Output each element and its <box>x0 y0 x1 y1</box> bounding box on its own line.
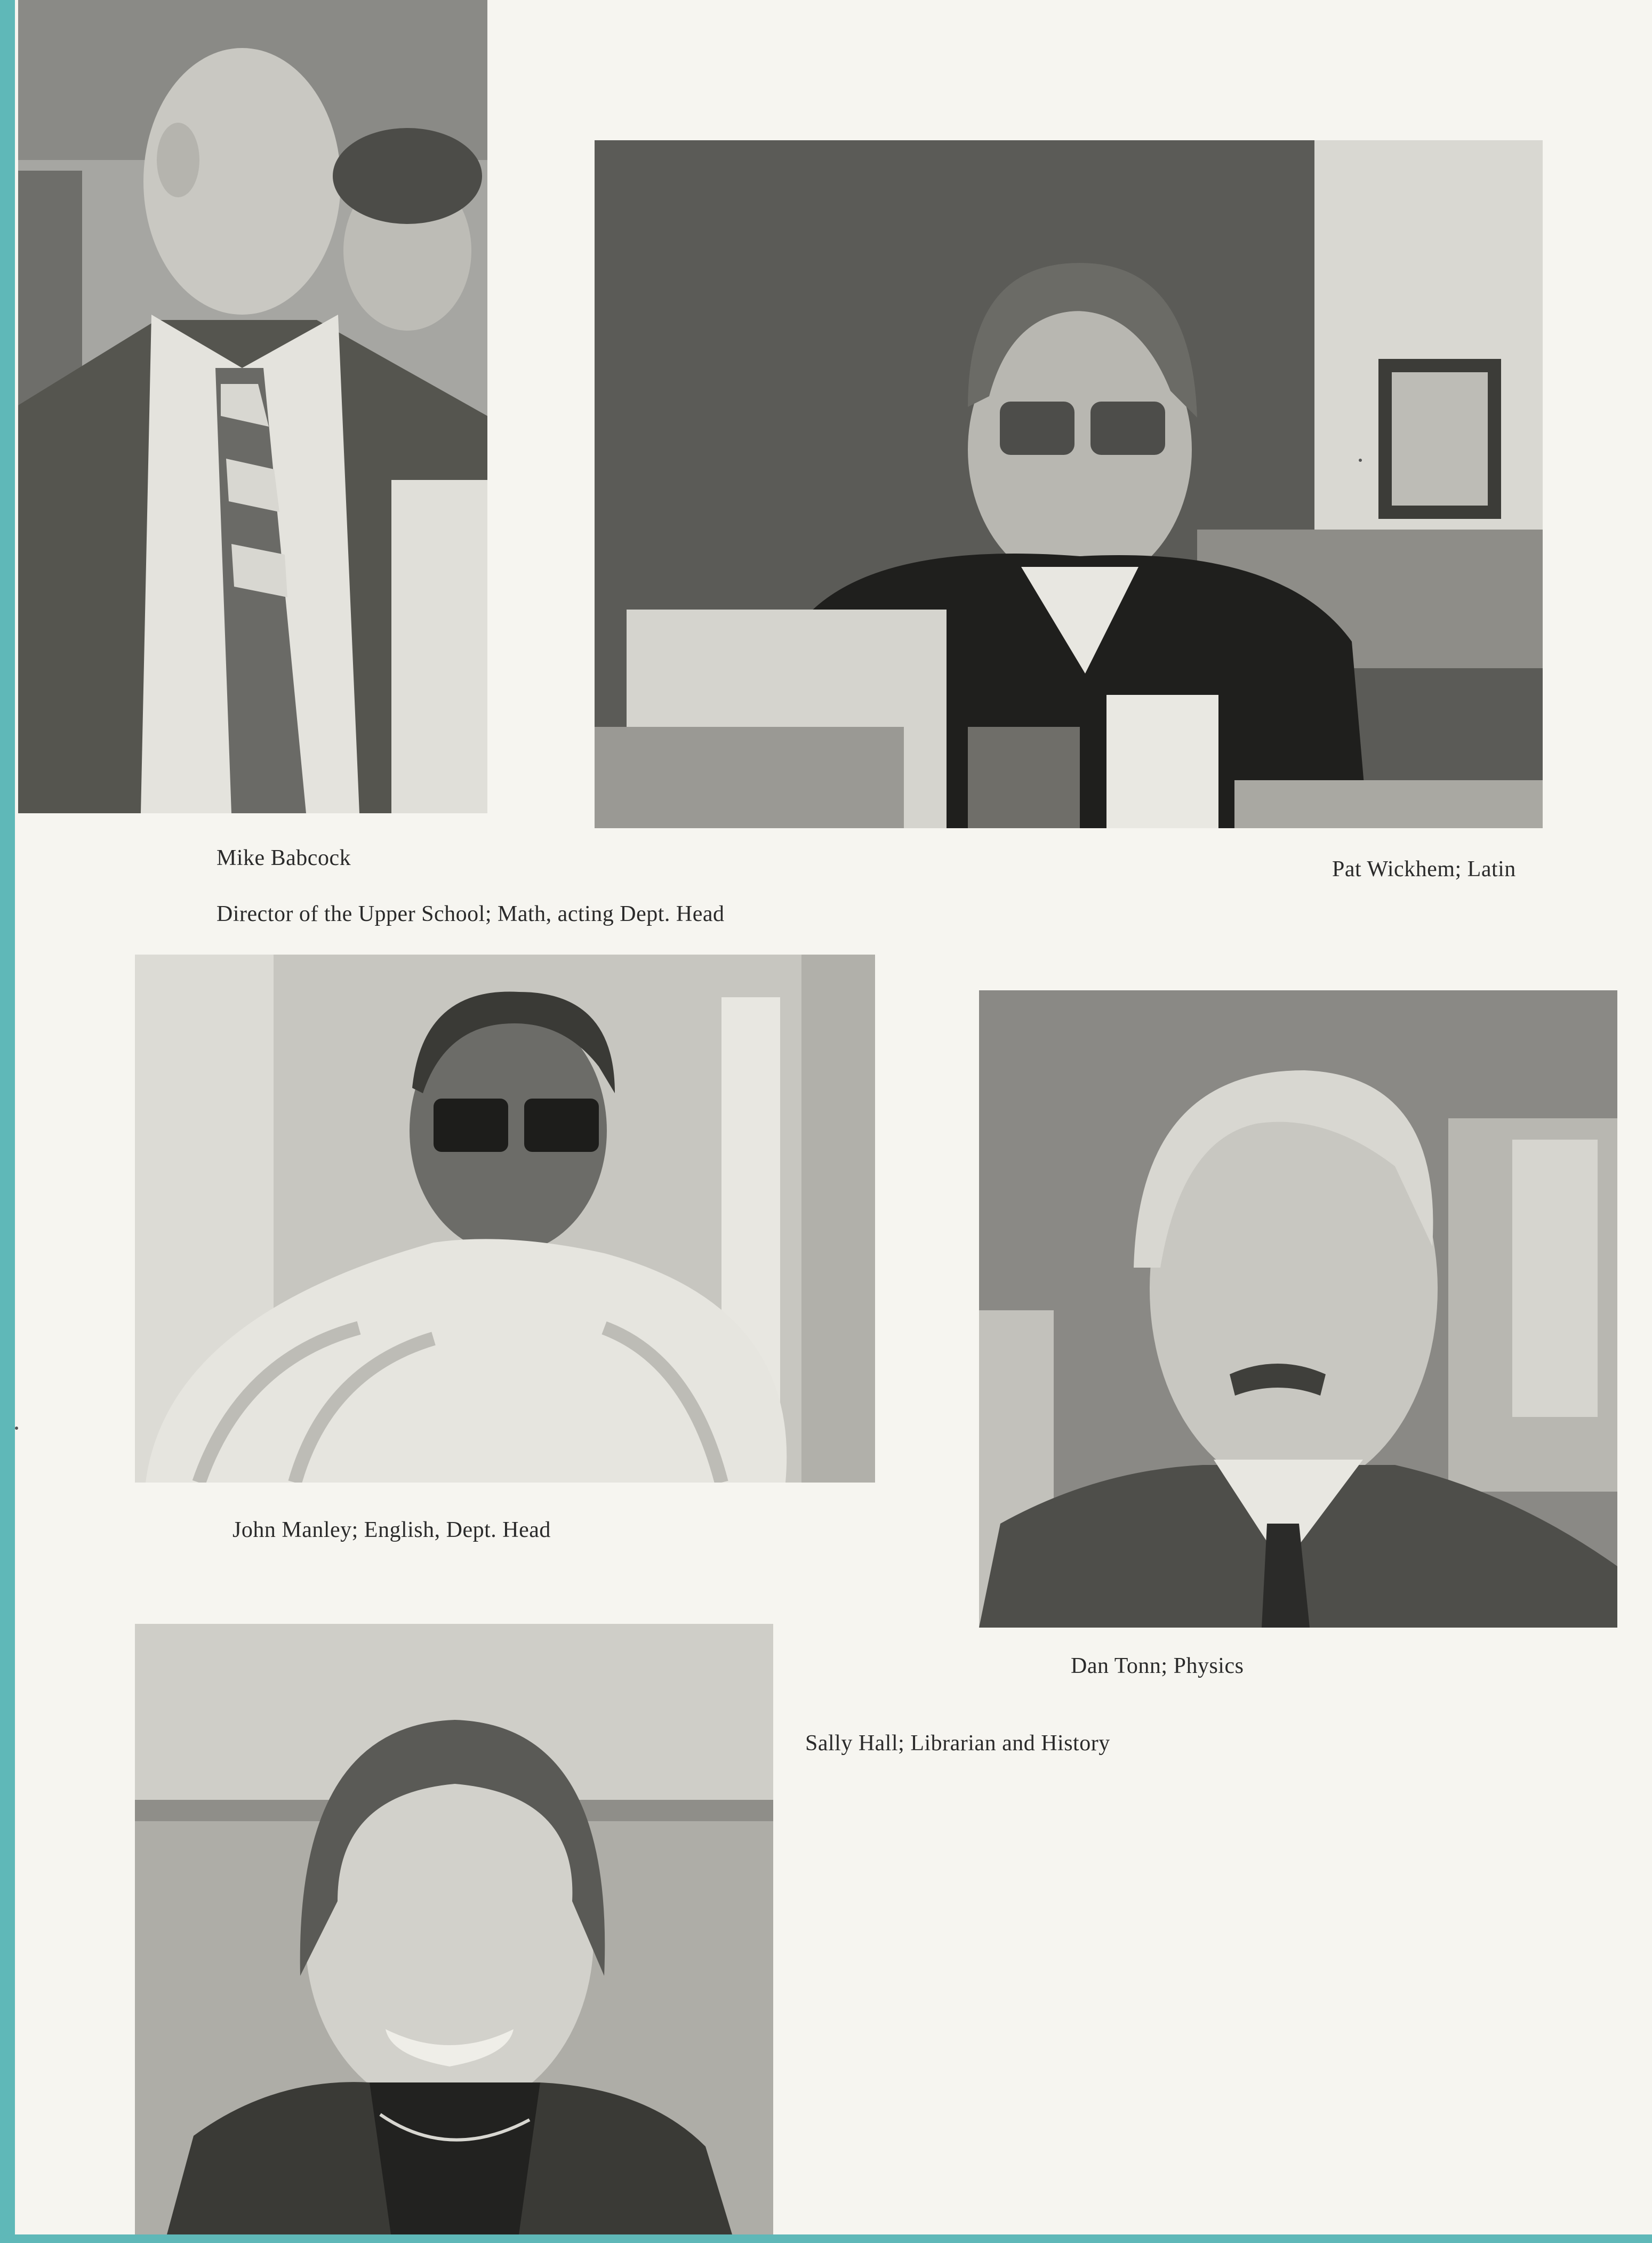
caption-john-manley: John Manley; English, Dept. Head <box>232 1518 551 1542</box>
print-speck <box>1359 459 1362 462</box>
caption-dan-tonn: Dan Tonn; Physics <box>1071 1654 1244 1678</box>
caption-sally-hall: Sally Hall; Librarian and History <box>805 1731 1110 1756</box>
caption-pat-wickhem: Pat Wickhem; Latin <box>1332 857 1516 882</box>
print-speck <box>15 1427 18 1430</box>
photo-john-manley <box>135 955 875 1483</box>
caption-mike-babcock-role: Director of the Upper School; Math, acting Dept. Head <box>216 902 725 926</box>
photo-sally-hall <box>135 1624 773 2234</box>
caption-mike-babcock-name: Mike Babcock <box>216 846 351 870</box>
photo-mike-babcock <box>18 0 487 813</box>
photo-pat-wickhem <box>595 140 1543 828</box>
yearbook-page <box>15 0 1652 2234</box>
photo-dan-tonn <box>979 990 1617 1628</box>
